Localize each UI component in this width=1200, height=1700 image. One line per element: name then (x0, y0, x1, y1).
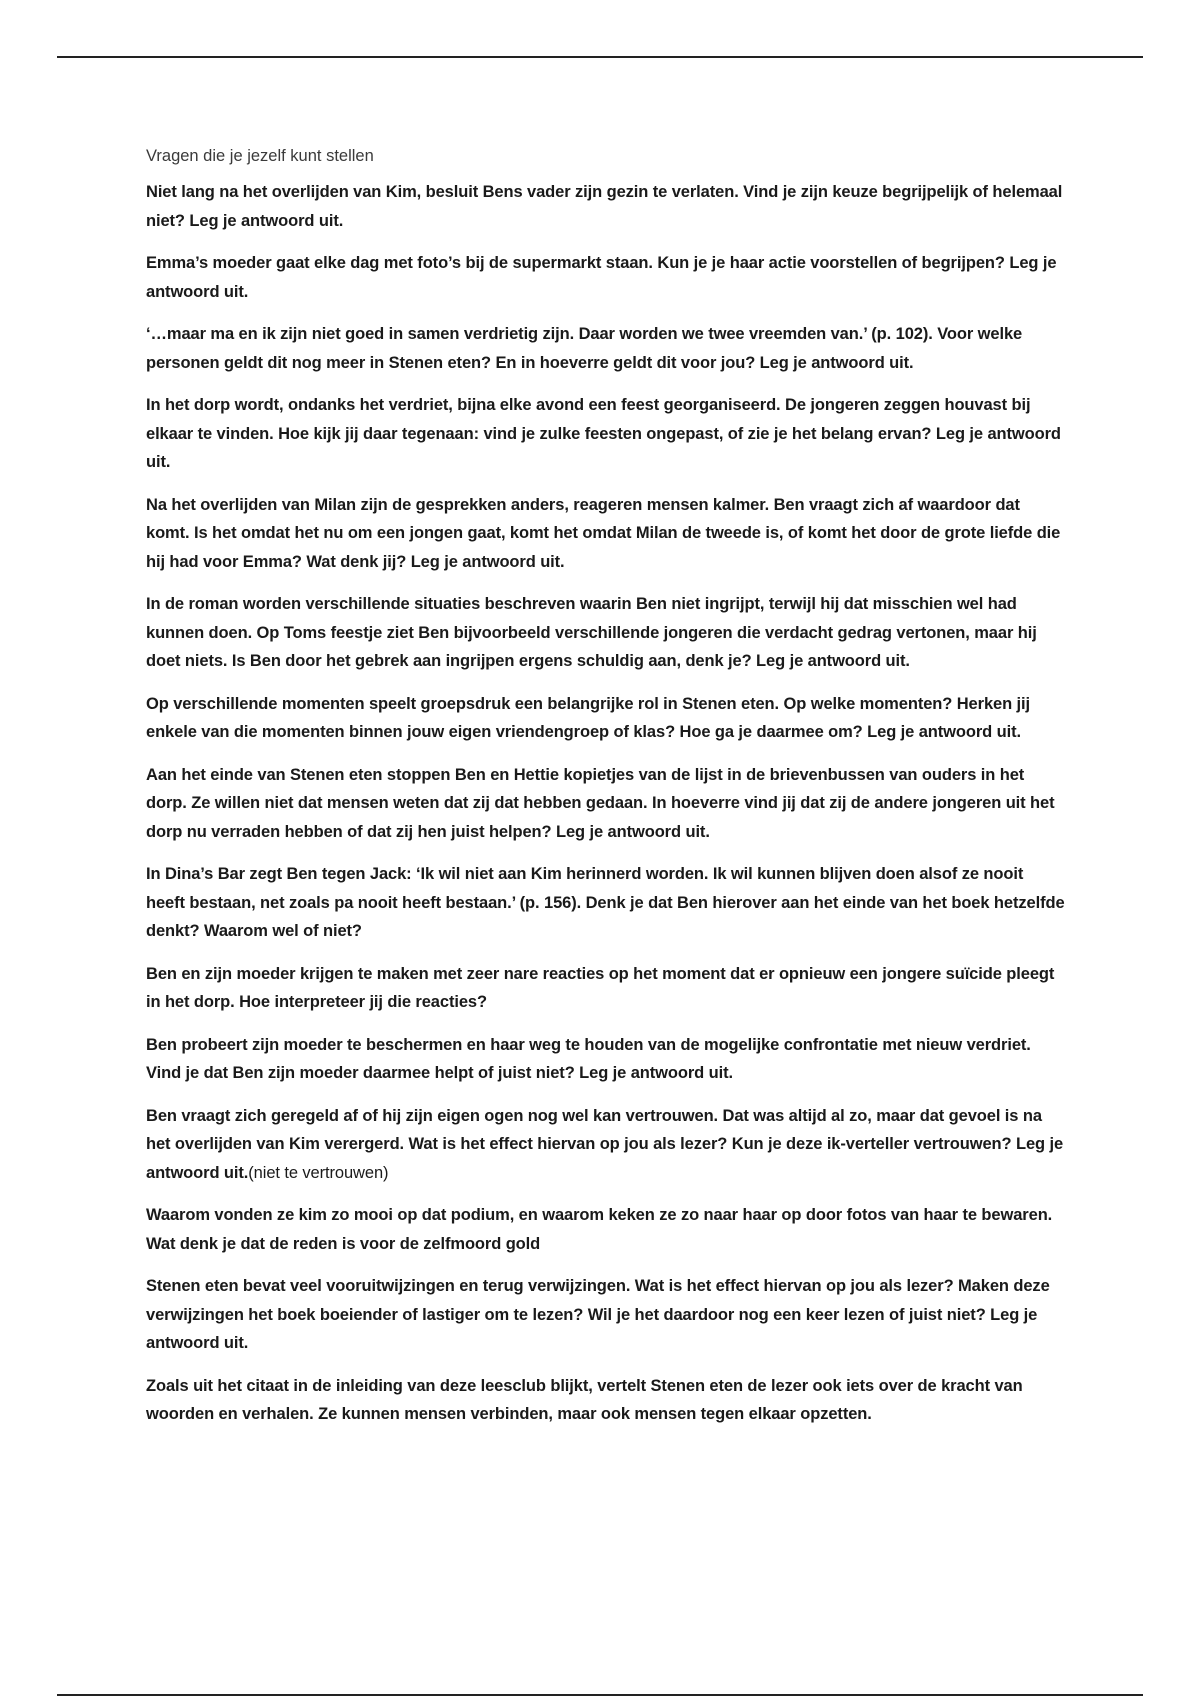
question-8 (146, 761, 1066, 847)
question-text: Aan het einde van Stenen eten stoppen Ben en Hettie kopietjes van de lijst in de brievenbussen van ouders in het dorp. Ze willen niet dat mensen weten dat zij dat hebben gedaan. In hoeverre vind jij dat zij de andere jongeren uit het dorp nu verraden hebben of dat zij hen juist helpen? Leg je antwoord uit. (146, 765, 1055, 841)
question-9 (146, 860, 1066, 946)
question-text: In het dorp wordt, ondanks het verdriet, bijna elke avond een feest georganiseerd. De jongeren zeggen houvast bij elkaar te vinden. Hoe kijk jij daar tegenaan: vind je zulke feesten ongepast, of zie je het belang ervan? Leg je antwoord uit. (146, 396, 1061, 471)
question-4 (146, 391, 1066, 477)
top-rule (57, 56, 1143, 58)
question-text: Na het overlijden van Milan zijn de gesprekken anders, reageren mensen kalmer. Ben vraagt zich af waardoor dat komt. Is het omdat het nu om een jongen gaat, komt het omdat Milan de tweede is, of komt het door de grote liefde die hij had voor Emma? Wat denk jij? Leg je antwoord uit. (146, 495, 1061, 571)
question-6 (146, 590, 1066, 676)
question-14 (146, 1272, 1066, 1358)
question-text: Ben probeert zijn moeder te beschermen en haar weg te houden van de mogelijke confrontatie met nieuw verdriet. Vind je dat Ben zijn moeder daarmee helpt of juist niet? Leg je antwoord uit. (146, 1035, 1031, 1082)
question-11 (146, 1031, 1066, 1088)
question-text: Waarom vonden ze kim zo mooi op dat podium, en waarom keken ze zo naar haar op door fotos van haar te bewaren. Wat denk je dat de reden is voor de zelfmoord gold (146, 1206, 1053, 1253)
question-text: ‘…maar ma en ik zijn niet goed in samen verdrietig zijn. Daar worden we twee vreemden van.’ (p. 102). Voor welke personen geldt dit nog meer in Stenen eten? En in hoeverre geldt dit voor jou? Leg je antwoord uit. (146, 325, 1023, 372)
question-2 (146, 249, 1066, 306)
question-text: Zoals uit het citaat in de inleiding van deze leesclub blijkt, vertelt Stenen eten de lezer ook iets over de kracht van woorden en verhalen. Ze kunnen mensen verbinden, maar ook mensen tegen elkaar opzetten. (146, 1376, 1023, 1423)
answer-note: (niet te vertrouwen) (248, 1163, 389, 1182)
section-heading: Vragen die je jezelf kunt stellen (146, 147, 374, 165)
question-1 (146, 178, 1066, 235)
question-text: In Dina’s Bar zegt Ben tegen Jack: ‘Ik wil niet aan Kim herinnerd worden. Ik wil kunnen blijven doen alsof ze nooit heeft bestaan, net zoals pa nooit heeft bestaan.’ (p. 156). Denk je dat Ben hierover aan het einde van het boek hetzelfde denkt? Waarom wel of niet? (146, 865, 1065, 940)
question-text: Op verschillende momenten speelt groepsdruk een belangrijke rol in Stenen eten. Op welke momenten? Herken jij enkele van die momenten binnen jouw eigen vriendengroep of klas? Hoe ga je daarmee om? Leg je antwoord uit. (146, 694, 1031, 741)
document-body (146, 146, 1066, 1443)
question-13 (146, 1201, 1066, 1258)
question-3 (146, 320, 1066, 377)
question-5 (146, 491, 1066, 577)
question-text: Stenen eten bevat veel vooruitwijzingen en terug verwijzingen. Wat is het effect hiervan op jou als lezer? Maken deze verwijzingen het boek boeiender of lastiger om te lezen? Wil je het daardoor nog een keer lezen of juist niet? Leg je antwoord uit. (146, 1277, 1050, 1352)
question-15 (146, 1372, 1066, 1429)
question-7 (146, 690, 1066, 747)
question-text: Ben vraagt zich geregeld af of hij zijn eigen ogen nog wel kan vertrouwen. Dat was altijd al zo, maar dat gevoel is na het overlijden van Kim verergerd. Wat is het effect hiervan op jou als lezer? Kun je deze ik-verteller vertrouwen? Leg je antwoord uit. (146, 1106, 1064, 1182)
question-10 (146, 960, 1066, 1017)
question-text: Niet lang na het overlijden van Kim, besluit Bens vader zijn gezin te verlaten. Vind je zijn keuze begrijpelijk of helemaal niet? Leg je antwoord uit. (146, 183, 1063, 230)
question-text: Ben en zijn moeder krijgen te maken met zeer nare reacties op het moment dat er opnieuw een jongere suïcide pleegt in het dorp. Hoe interpreteer jij die reacties? (146, 964, 1055, 1011)
question-12 (146, 1102, 1066, 1188)
bottom-rule (57, 1694, 1143, 1696)
question-text: Emma’s moeder gaat elke dag met foto’s bij de supermarkt staan. Kun je je haar actie voorstellen of begrijpen? Leg je antwoord uit. (146, 254, 1057, 301)
question-text: In de roman worden verschillende situaties beschreven waarin Ben niet ingrijpt, terwijl hij dat misschien wel had kunnen doen. Op Toms feestje ziet Ben bijvoorbeeld verschillende jongeren die verdacht gedrag vertonen, maar hij doet niets. Is Ben door het gebrek aan ingrijpen ergens schuldig aan, denk je? Leg je antwoord uit. (146, 595, 1037, 670)
